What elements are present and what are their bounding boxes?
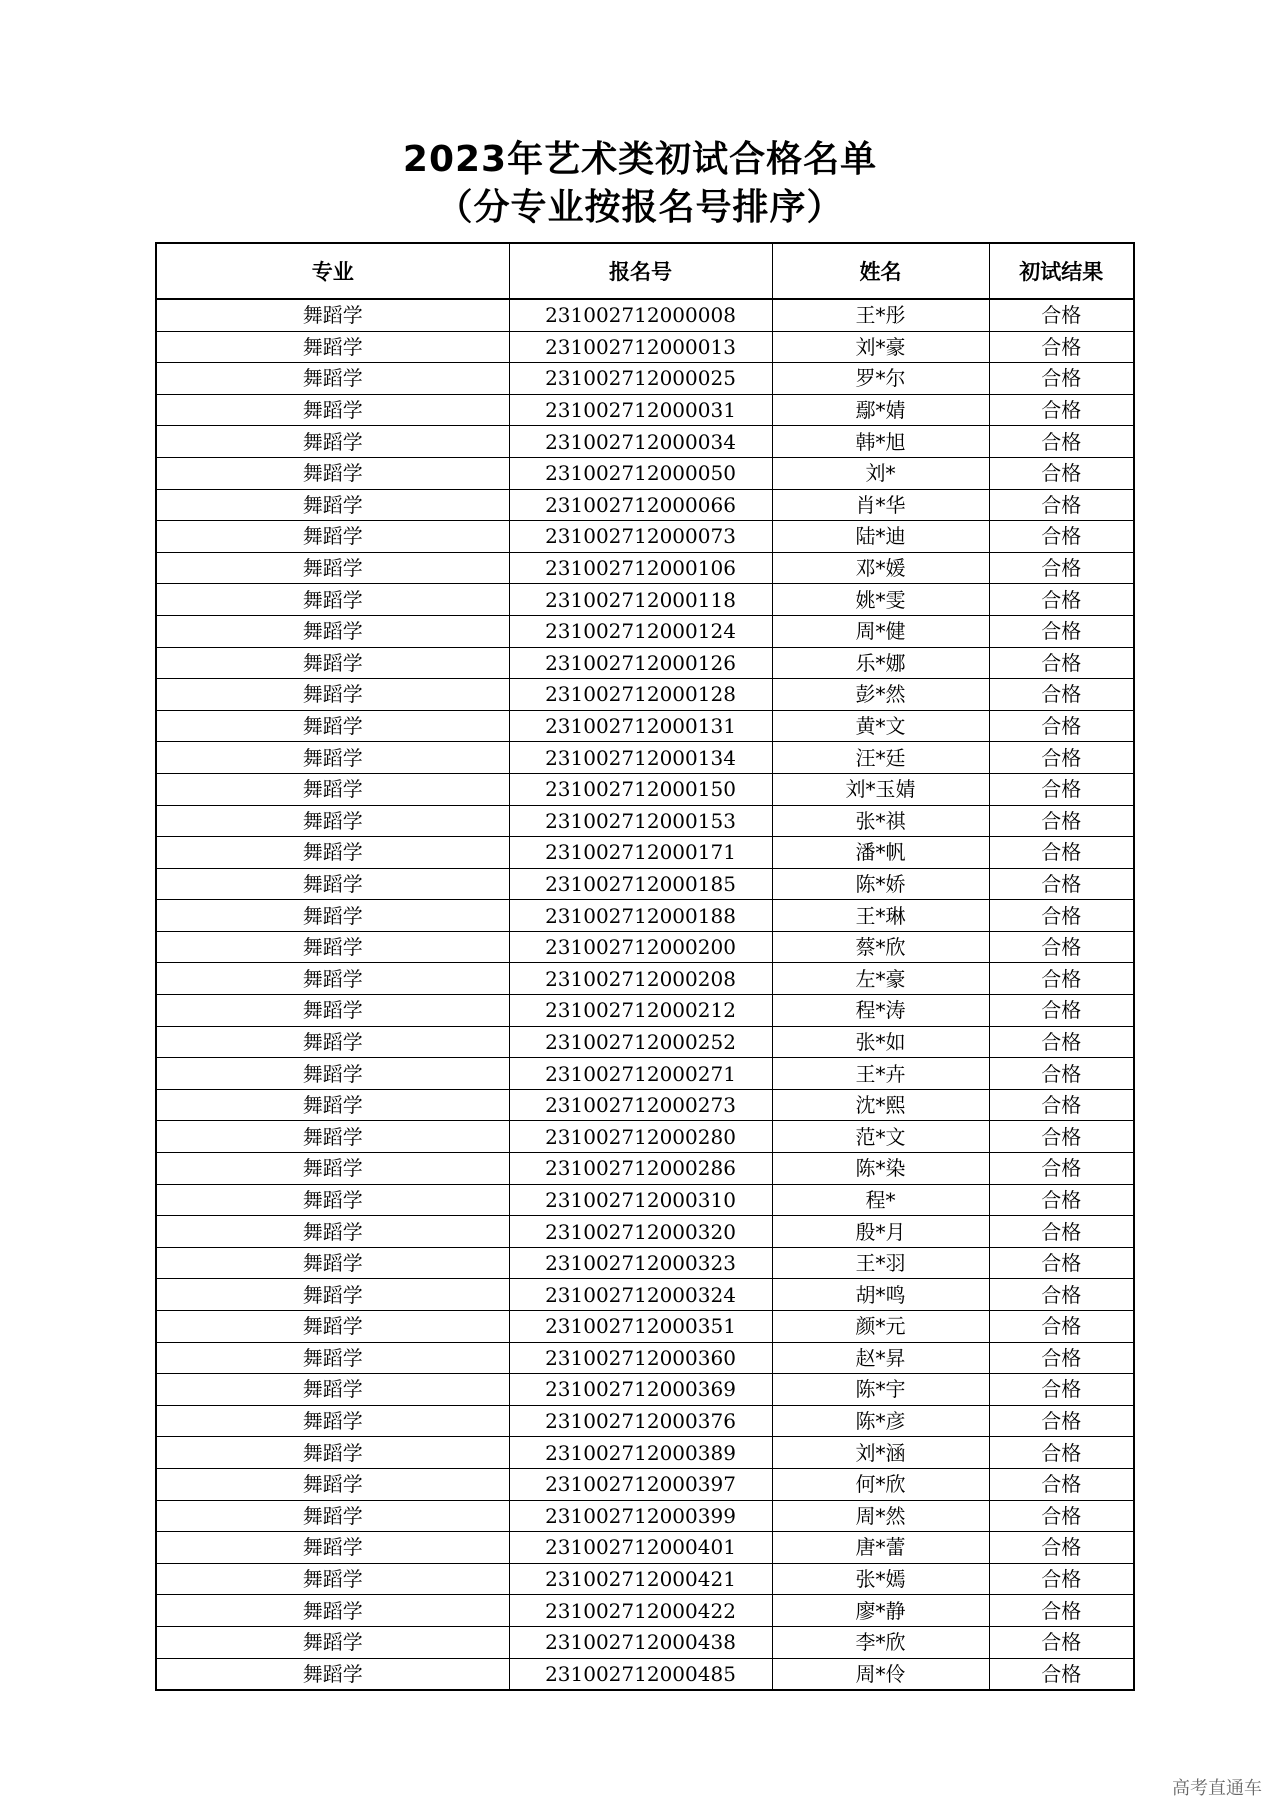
table-row: [156, 773, 1134, 805]
cell-name: 唐*蕾: [772, 1532, 989, 1564]
cell-major: 舞蹈学: [156, 615, 509, 647]
cell-registration-number: 231002712000025: [509, 363, 772, 395]
table-row: [156, 394, 1134, 426]
cell-registration-number: 231002712000280: [509, 1121, 772, 1153]
cell-registration-number: 231002712000188: [509, 900, 772, 932]
cell-result: 合格: [989, 1089, 1134, 1121]
cell-major: 舞蹈学: [156, 742, 509, 774]
cell-registration-number: 231002712000376: [509, 1405, 772, 1437]
cell-major: 舞蹈学: [156, 1532, 509, 1564]
cell-registration-number: 231002712000212: [509, 995, 772, 1027]
table-row: [156, 1153, 1134, 1185]
cell-name: 刘*豪: [772, 331, 989, 363]
cell-result: 合格: [989, 1405, 1134, 1437]
cell-registration-number: 231002712000153: [509, 805, 772, 837]
cell-registration-number: 231002712000171: [509, 837, 772, 869]
cell-name: 颜*元: [772, 1311, 989, 1343]
table-row: [156, 1342, 1134, 1374]
cell-name: 乐*娜: [772, 647, 989, 679]
cell-name: 邓*媛: [772, 552, 989, 584]
cell-major: 舞蹈学: [156, 1563, 509, 1595]
cell-registration-number: 231002712000200: [509, 931, 772, 963]
cell-name: 潘*帆: [772, 837, 989, 869]
table-row: [156, 1563, 1134, 1595]
cell-registration-number: 231002712000324: [509, 1279, 772, 1311]
cell-major: 舞蹈学: [156, 331, 509, 363]
cell-major: 舞蹈学: [156, 995, 509, 1027]
cell-name: 何*欣: [772, 1468, 989, 1500]
cell-registration-number: 231002712000286: [509, 1153, 772, 1185]
cell-result: 合格: [989, 679, 1134, 711]
table-row: [156, 489, 1134, 521]
table-row: [156, 1658, 1134, 1690]
cell-result: 合格: [989, 1184, 1134, 1216]
table-row: [156, 552, 1134, 584]
cell-name: 胡*鸣: [772, 1279, 989, 1311]
cell-registration-number: 231002712000485: [509, 1658, 772, 1690]
table-row: [156, 963, 1134, 995]
cell-result: 合格: [989, 521, 1134, 553]
cell-major: 舞蹈学: [156, 521, 509, 553]
cell-registration-number: 231002712000124: [509, 615, 772, 647]
cell-registration-number: 231002712000360: [509, 1342, 772, 1374]
document-title: 2023年艺术类初试合格名单: [402, 139, 878, 180]
cell-result: 合格: [989, 1153, 1134, 1185]
cell-major: 舞蹈学: [156, 584, 509, 616]
table-row: [156, 363, 1134, 395]
cell-name: 刘*涵: [772, 1437, 989, 1469]
cell-major: 舞蹈学: [156, 1658, 509, 1690]
table-row: [156, 1058, 1134, 1090]
table-row: [156, 1184, 1134, 1216]
cell-result: 合格: [989, 837, 1134, 869]
cell-result: 合格: [989, 331, 1134, 363]
table-row: [156, 521, 1134, 553]
document-subtitle: （分专业按报名号排序）: [436, 187, 844, 228]
cell-major: 舞蹈学: [156, 1121, 509, 1153]
cell-name: 陈*染: [772, 1153, 989, 1185]
cell-registration-number: 231002712000422: [509, 1595, 772, 1627]
column-header-registration-number: 报名号: [509, 243, 772, 299]
cell-result: 合格: [989, 489, 1134, 521]
cell-name: 范*文: [772, 1121, 989, 1153]
cell-result: 合格: [989, 900, 1134, 932]
cell-name: 李*欣: [772, 1626, 989, 1658]
cell-result: 合格: [989, 1532, 1134, 1564]
cell-name: 陈*娇: [772, 868, 989, 900]
cell-registration-number: 231002712000401: [509, 1532, 772, 1564]
cell-major: 舞蹈学: [156, 489, 509, 521]
cell-name: 张*嫣: [772, 1563, 989, 1595]
table-row: [156, 995, 1134, 1027]
cell-name: 肖*华: [772, 489, 989, 521]
cell-name: 鄢*婧: [772, 394, 989, 426]
cell-major: 舞蹈学: [156, 1437, 509, 1469]
cell-registration-number: 231002712000438: [509, 1626, 772, 1658]
cell-registration-number: 231002712000399: [509, 1500, 772, 1532]
cell-major: 舞蹈学: [156, 363, 509, 395]
cell-name: 王*卉: [772, 1058, 989, 1090]
cell-result: 合格: [989, 457, 1134, 489]
cell-result: 合格: [989, 426, 1134, 458]
watermark-text: 高考直通车: [1172, 1778, 1262, 1799]
cell-major: 舞蹈学: [156, 1311, 509, 1343]
cell-major: 舞蹈学: [156, 1374, 509, 1406]
cell-major: 舞蹈学: [156, 1405, 509, 1437]
cell-name: 廖*静: [772, 1595, 989, 1627]
cell-name: 刘*: [772, 457, 989, 489]
cell-registration-number: 231002712000320: [509, 1216, 772, 1248]
cell-major: 舞蹈学: [156, 1595, 509, 1627]
table-row: [156, 1089, 1134, 1121]
cell-name: 蔡*欣: [772, 931, 989, 963]
cell-name: 周*健: [772, 615, 989, 647]
table-row: [156, 1121, 1134, 1153]
table-header-row: [156, 243, 1134, 299]
cell-name: 韩*旭: [772, 426, 989, 458]
column-header-major: 专业: [156, 243, 509, 299]
cell-registration-number: 231002712000271: [509, 1058, 772, 1090]
cell-registration-number: 231002712000208: [509, 963, 772, 995]
cell-registration-number: 231002712000066: [509, 489, 772, 521]
cell-name: 陆*迪: [772, 521, 989, 553]
table-row: [156, 299, 1134, 331]
cell-major: 舞蹈学: [156, 457, 509, 489]
cell-result: 合格: [989, 1279, 1134, 1311]
table-row: [156, 1279, 1134, 1311]
cell-registration-number: 231002712000150: [509, 773, 772, 805]
cell-result: 合格: [989, 647, 1134, 679]
cell-major: 舞蹈学: [156, 1026, 509, 1058]
cell-name: 沈*熙: [772, 1089, 989, 1121]
cell-registration-number: 231002712000369: [509, 1374, 772, 1406]
cell-registration-number: 231002712000131: [509, 710, 772, 742]
table-row: [156, 805, 1134, 837]
cell-name: 赵*昇: [772, 1342, 989, 1374]
cell-registration-number: 231002712000118: [509, 584, 772, 616]
cell-result: 合格: [989, 1311, 1134, 1343]
table-row: [156, 1374, 1134, 1406]
table-row: [156, 710, 1134, 742]
cell-major: 舞蹈学: [156, 426, 509, 458]
cell-result: 合格: [989, 995, 1134, 1027]
cell-major: 舞蹈学: [156, 1153, 509, 1185]
cell-result: 合格: [989, 1595, 1134, 1627]
column-header-result: 初试结果: [989, 243, 1134, 299]
cell-major: 舞蹈学: [156, 1058, 509, 1090]
cell-result: 合格: [989, 1563, 1134, 1595]
results-table: [155, 242, 1135, 1691]
table-row: [156, 868, 1134, 900]
table-row: [156, 615, 1134, 647]
table-row: [156, 837, 1134, 869]
cell-result: 合格: [989, 1058, 1134, 1090]
cell-result: 合格: [989, 363, 1134, 395]
table-row: [156, 679, 1134, 711]
cell-major: 舞蹈学: [156, 299, 509, 331]
cell-result: 合格: [989, 710, 1134, 742]
cell-name: 王*琳: [772, 900, 989, 932]
cell-result: 合格: [989, 805, 1134, 837]
cell-major: 舞蹈学: [156, 1247, 509, 1279]
cell-result: 合格: [989, 868, 1134, 900]
cell-major: 舞蹈学: [156, 1184, 509, 1216]
cell-result: 合格: [989, 742, 1134, 774]
cell-result: 合格: [989, 615, 1134, 647]
cell-name: 王*羽: [772, 1247, 989, 1279]
cell-major: 舞蹈学: [156, 1216, 509, 1248]
cell-major: 舞蹈学: [156, 1626, 509, 1658]
cell-result: 合格: [989, 1342, 1134, 1374]
table-body: [156, 299, 1134, 1690]
cell-major: 舞蹈学: [156, 647, 509, 679]
cell-name: 罗*尔: [772, 363, 989, 395]
cell-name: 陈*彦: [772, 1405, 989, 1437]
cell-result: 合格: [989, 1216, 1134, 1248]
table-row: [156, 1026, 1134, 1058]
table-row: [156, 1532, 1134, 1564]
cell-major: 舞蹈学: [156, 773, 509, 805]
cell-result: 合格: [989, 584, 1134, 616]
cell-name: 陈*宇: [772, 1374, 989, 1406]
cell-major: 舞蹈学: [156, 900, 509, 932]
cell-registration-number: 231002712000013: [509, 331, 772, 363]
cell-major: 舞蹈学: [156, 1279, 509, 1311]
cell-registration-number: 231002712000126: [509, 647, 772, 679]
cell-name: 周*然: [772, 1500, 989, 1532]
cell-result: 合格: [989, 1437, 1134, 1469]
cell-registration-number: 231002712000389: [509, 1437, 772, 1469]
cell-result: 合格: [989, 394, 1134, 426]
cell-major: 舞蹈学: [156, 1342, 509, 1374]
cell-name: 周*伶: [772, 1658, 989, 1690]
table-row: [156, 647, 1134, 679]
cell-registration-number: 231002712000134: [509, 742, 772, 774]
cell-major: 舞蹈学: [156, 710, 509, 742]
cell-major: 舞蹈学: [156, 1500, 509, 1532]
cell-name: 程*: [772, 1184, 989, 1216]
cell-registration-number: 231002712000128: [509, 679, 772, 711]
cell-result: 合格: [989, 1626, 1134, 1658]
cell-registration-number: 231002712000310: [509, 1184, 772, 1216]
cell-name: 刘*玉婧: [772, 773, 989, 805]
cell-major: 舞蹈学: [156, 1089, 509, 1121]
cell-registration-number: 231002712000351: [509, 1311, 772, 1343]
cell-result: 合格: [989, 1500, 1134, 1532]
cell-registration-number: 231002712000034: [509, 426, 772, 458]
cell-major: 舞蹈学: [156, 552, 509, 584]
table-row: [156, 331, 1134, 363]
cell-result: 合格: [989, 773, 1134, 805]
cell-result: 合格: [989, 963, 1134, 995]
cell-registration-number: 231002712000273: [509, 1089, 772, 1121]
cell-name: 姚*雯: [772, 584, 989, 616]
cell-major: 舞蹈学: [156, 868, 509, 900]
cell-major: 舞蹈学: [156, 805, 509, 837]
cell-registration-number: 231002712000031: [509, 394, 772, 426]
cell-registration-number: 231002712000073: [509, 521, 772, 553]
cell-result: 合格: [989, 552, 1134, 584]
cell-registration-number: 231002712000008: [509, 299, 772, 331]
table-row: [156, 900, 1134, 932]
table-row: [156, 931, 1134, 963]
cell-major: 舞蹈学: [156, 394, 509, 426]
cell-registration-number: 231002712000106: [509, 552, 772, 584]
table-row: [156, 1500, 1134, 1532]
cell-name: 汪*廷: [772, 742, 989, 774]
cell-result: 合格: [989, 1247, 1134, 1279]
table-row: [156, 1595, 1134, 1627]
cell-result: 合格: [989, 1121, 1134, 1153]
cell-major: 舞蹈学: [156, 837, 509, 869]
cell-major: 舞蹈学: [156, 931, 509, 963]
cell-registration-number: 231002712000397: [509, 1468, 772, 1500]
cell-result: 合格: [989, 931, 1134, 963]
table-row: [156, 584, 1134, 616]
cell-result: 合格: [989, 299, 1134, 331]
table-row: [156, 1437, 1134, 1469]
cell-registration-number: 231002712000252: [509, 1026, 772, 1058]
cell-registration-number: 231002712000050: [509, 457, 772, 489]
table-row: [156, 457, 1134, 489]
cell-name: 彭*然: [772, 679, 989, 711]
table-row: [156, 742, 1134, 774]
cell-name: 黄*文: [772, 710, 989, 742]
table-row: [156, 1405, 1134, 1437]
cell-name: 王*彤: [772, 299, 989, 331]
cell-result: 合格: [989, 1658, 1134, 1690]
table-row: [156, 1468, 1134, 1500]
cell-name: 张*如: [772, 1026, 989, 1058]
cell-registration-number: 231002712000323: [509, 1247, 772, 1279]
cell-name: 程*涛: [772, 995, 989, 1027]
table-row: [156, 1311, 1134, 1343]
table-row: [156, 426, 1134, 458]
table-row: [156, 1626, 1134, 1658]
cell-result: 合格: [989, 1374, 1134, 1406]
cell-result: 合格: [989, 1468, 1134, 1500]
table-row: [156, 1247, 1134, 1279]
cell-major: 舞蹈学: [156, 679, 509, 711]
cell-result: 合格: [989, 1026, 1134, 1058]
column-header-name: 姓名: [772, 243, 989, 299]
cell-major: 舞蹈学: [156, 963, 509, 995]
cell-name: 殷*月: [772, 1216, 989, 1248]
cell-name: 左*豪: [772, 963, 989, 995]
cell-registration-number: 231002712000185: [509, 868, 772, 900]
cell-name: 张*祺: [772, 805, 989, 837]
cell-major: 舞蹈学: [156, 1468, 509, 1500]
cell-registration-number: 231002712000421: [509, 1563, 772, 1595]
table-row: [156, 1216, 1134, 1248]
